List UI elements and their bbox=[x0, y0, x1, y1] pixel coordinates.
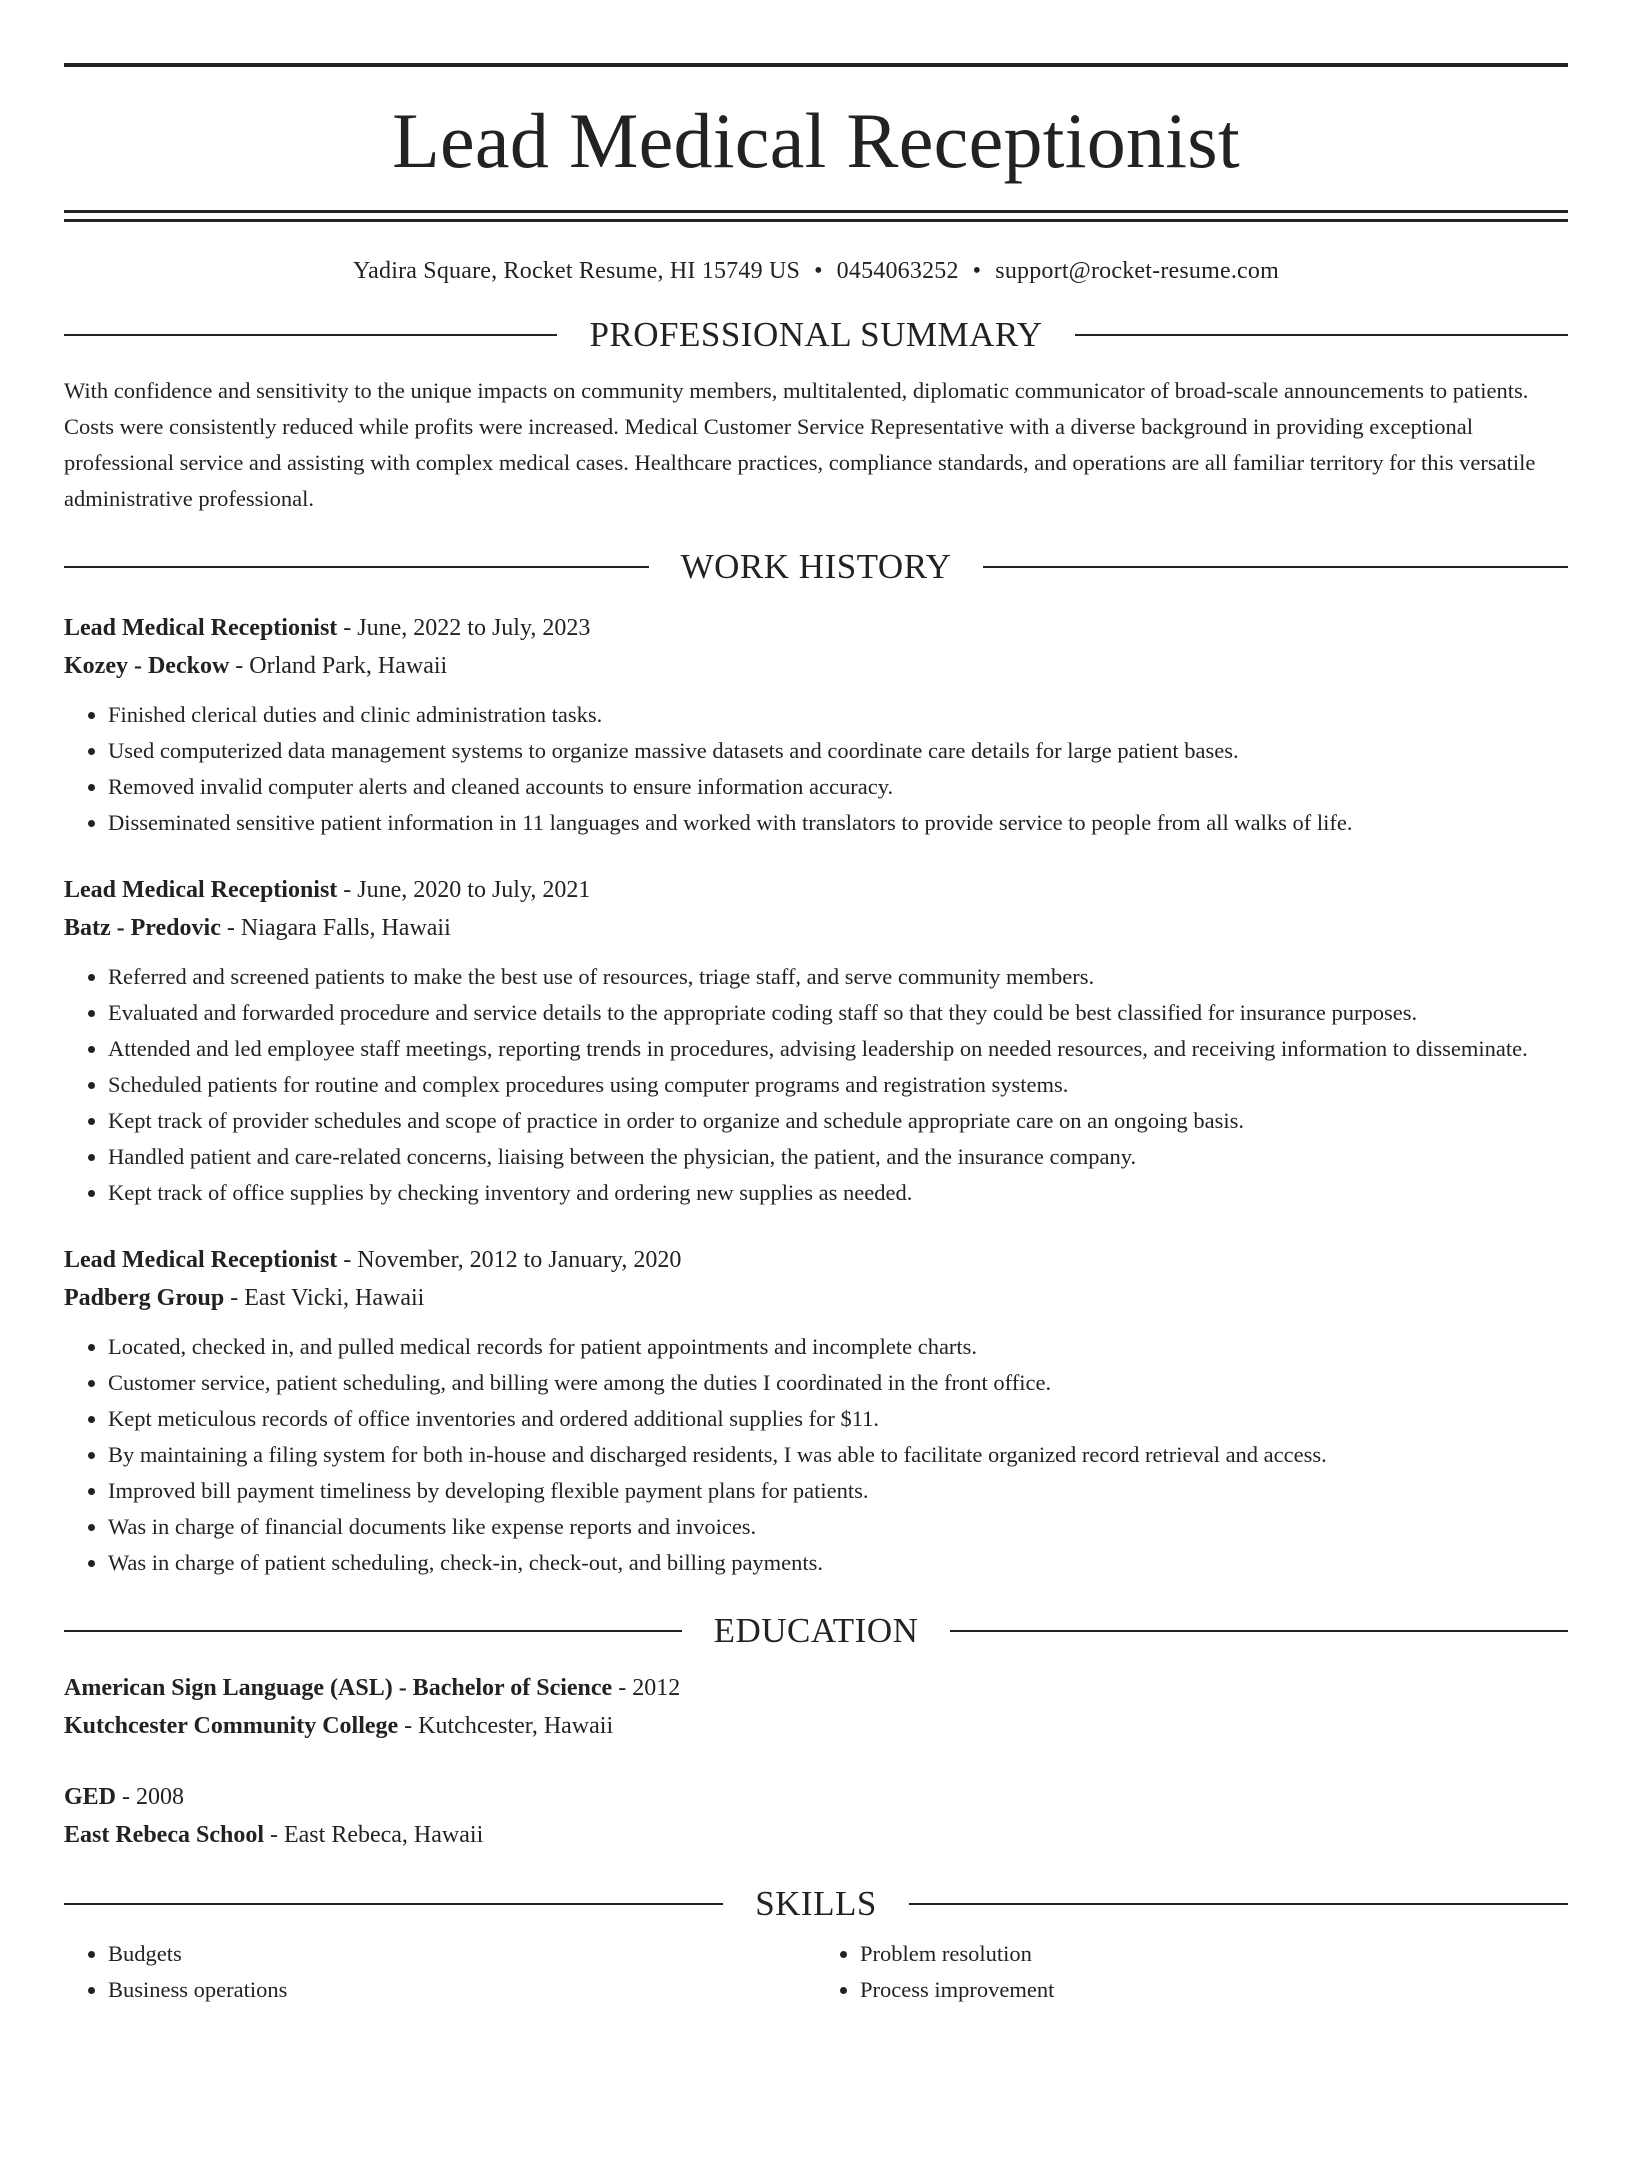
job-dates: - November, 2012 to January, 2020 bbox=[337, 1247, 682, 1273]
divider-line bbox=[909, 1903, 1568, 1905]
degree: American Sign Language (ASL) - Bachelor of Science bbox=[64, 1675, 613, 1701]
contact-line bbox=[64, 258, 1568, 285]
skill-item: • Process improvement bbox=[860, 1972, 1568, 2008]
divider-line bbox=[64, 1630, 682, 1632]
list-item: • Customer service, patient scheduling, and billing were among the duties I coordinated in the front office. bbox=[108, 1365, 1568, 1401]
skills-column-right bbox=[816, 1936, 1568, 2008]
job-entry bbox=[64, 1241, 1568, 1581]
education-entry bbox=[64, 1778, 1568, 1854]
title-double-rule bbox=[64, 210, 1568, 222]
job-bullets bbox=[64, 697, 1568, 841]
list-item: • Improved bill payment timeliness by developing flexible payment plans for patients. bbox=[108, 1473, 1568, 1509]
skill-item: • Problem resolution bbox=[860, 1936, 1568, 1972]
section-title: PROFESSIONAL SUMMARY bbox=[589, 315, 1043, 354]
divider-line bbox=[64, 1903, 723, 1905]
section-title: SKILLS bbox=[755, 1884, 877, 1923]
job-bullets bbox=[64, 959, 1568, 1211]
section-heading-education bbox=[64, 1611, 1568, 1651]
job-title-line bbox=[64, 871, 1568, 909]
education-entry bbox=[64, 1669, 1568, 1745]
section-title: WORK HISTORY bbox=[680, 547, 952, 586]
job-entry bbox=[64, 871, 1568, 1211]
section-title: EDUCATION bbox=[713, 1611, 919, 1650]
list-item: • Was in charge of patient scheduling, check-in, check-out, and billing payments. bbox=[108, 1545, 1568, 1581]
degree-line bbox=[64, 1778, 1568, 1816]
job-location: - Niagara Falls, Hawaii bbox=[220, 915, 451, 941]
contact-separator: • bbox=[972, 258, 982, 284]
divider-line bbox=[64, 566, 649, 568]
list-item: • Evaluated and forwarded procedure and service details to the appropriate coding staff so that they could be best classified for insurance purposes. bbox=[108, 995, 1568, 1031]
job-company-line bbox=[64, 1279, 1568, 1317]
resume-page bbox=[0, 63, 1632, 2175]
section-heading-work bbox=[64, 547, 1568, 587]
job-location: - Orland Park, Hawaii bbox=[229, 653, 448, 679]
contact-email: support@rocket-resume.com bbox=[995, 258, 1279, 284]
list-item: • Kept meticulous records of office inventories and ordered additional supplies for $11. bbox=[108, 1401, 1568, 1437]
list-item: • Kept track of office supplies by checking inventory and ordering new supplies as needed. bbox=[108, 1175, 1568, 1211]
list-item: • Disseminated sensitive patient information in 11 languages and worked with translators to provide service to people from all walks of life. bbox=[108, 805, 1568, 841]
job-location: - East Vicki, Hawaii bbox=[224, 1285, 425, 1311]
school-line bbox=[64, 1707, 1568, 1745]
job-company-line bbox=[64, 909, 1568, 947]
job-title: Lead Medical Receptionist bbox=[64, 615, 338, 641]
divider-line bbox=[950, 1630, 1568, 1632]
divider-line bbox=[983, 566, 1568, 568]
list-item: • Located, checked in, and pulled medical records for patient appointments and incomplete charts. bbox=[108, 1329, 1568, 1365]
school-location: - Kutchcester, Hawaii bbox=[398, 1713, 614, 1739]
list-item: • Referred and screened patients to make the best use of resources, triage staff, and serve community members. bbox=[108, 959, 1568, 995]
job-title: Lead Medical Receptionist bbox=[64, 877, 338, 903]
contact-separator: • bbox=[814, 258, 823, 284]
contact-phone: 0454063252 bbox=[836, 258, 959, 284]
divider-line bbox=[1075, 334, 1568, 336]
school: Kutchcester Community College bbox=[64, 1713, 399, 1739]
degree: GED bbox=[64, 1784, 117, 1810]
job-bullets bbox=[64, 1329, 1568, 1581]
page-title: Lead Medical Receptionist bbox=[392, 97, 1240, 184]
list-item: • By maintaining a filing system for both in-house and discharged residents, I was able to facilitate organized record retrieval and access. bbox=[108, 1437, 1568, 1473]
contact-address: Yadira Square, Rocket Resume, HI 15749 US bbox=[353, 258, 801, 284]
skill-item: • Budgets bbox=[108, 1936, 816, 1972]
job-company-line bbox=[64, 647, 1568, 685]
list-item: • Was in charge of financial documents like expense reports and invoices. bbox=[108, 1509, 1568, 1545]
summary-text: With confidence and sensitivity to the unique impacts on community members, multitalented, diplomatic communicator of broad-scale announcements to patients. Costs were consistently reduced while profits were increased. Medical Customer Service Representative with a diverse background in providing exceptional professional service and assisting with complex medical cases. Healthcare practices, compliance standards, and operations are all familiar territory for this versatile administrative professional. bbox=[64, 378, 1536, 511]
job-company: Batz - Predovic bbox=[64, 915, 221, 941]
list-item: • Used computerized data management systems to organize massive datasets and coordinate care details for large patient bases. bbox=[108, 733, 1568, 769]
school: East Rebeca School bbox=[64, 1822, 264, 1848]
job-title-line bbox=[64, 609, 1568, 647]
list-item: • Handled patient and care-related concerns, liaising between the physician, the patient, and the insurance company. bbox=[108, 1139, 1568, 1175]
divider-line bbox=[64, 334, 557, 336]
list-item: • Kept track of provider schedules and scope of practice in order to organize and schedule appropriate care on an ongoing basis. bbox=[108, 1103, 1568, 1139]
school-line bbox=[64, 1816, 1568, 1854]
list-item: • Attended and led employee staff meetings, reporting trends in procedures, advising leadership on needed resources, and receiving information to disseminate. bbox=[108, 1031, 1568, 1067]
job-dates: - June, 2022 to July, 2023 bbox=[337, 615, 591, 641]
job-entry bbox=[64, 609, 1568, 841]
job-company: Padberg Group bbox=[64, 1285, 225, 1311]
list-item: • Scheduled patients for routine and complex procedures using computer programs and registration systems. bbox=[108, 1067, 1568, 1103]
job-dates: - June, 2020 to July, 2021 bbox=[337, 877, 591, 903]
top-rule bbox=[64, 63, 1568, 67]
section-heading-skills bbox=[64, 1884, 1568, 1924]
skill-item: • Business operations bbox=[108, 1972, 816, 2008]
skills-column-left bbox=[64, 1936, 816, 2008]
school-location: - East Rebeca, Hawaii bbox=[264, 1822, 484, 1848]
degree-year: - 2008 bbox=[116, 1784, 185, 1810]
list-item: • Finished clerical duties and clinic administration tasks. bbox=[108, 697, 1568, 733]
list-item: • Removed invalid computer alerts and cleaned accounts to ensure information accuracy. bbox=[108, 769, 1568, 805]
job-title: Lead Medical Receptionist bbox=[64, 1247, 338, 1273]
skills-columns bbox=[64, 1936, 1568, 2008]
job-company: Kozey - Deckow bbox=[64, 653, 230, 679]
degree-year: - 2012 bbox=[612, 1675, 681, 1701]
job-title-line bbox=[64, 1241, 1568, 1279]
section-heading-summary bbox=[64, 315, 1568, 355]
degree-line bbox=[64, 1669, 1568, 1707]
